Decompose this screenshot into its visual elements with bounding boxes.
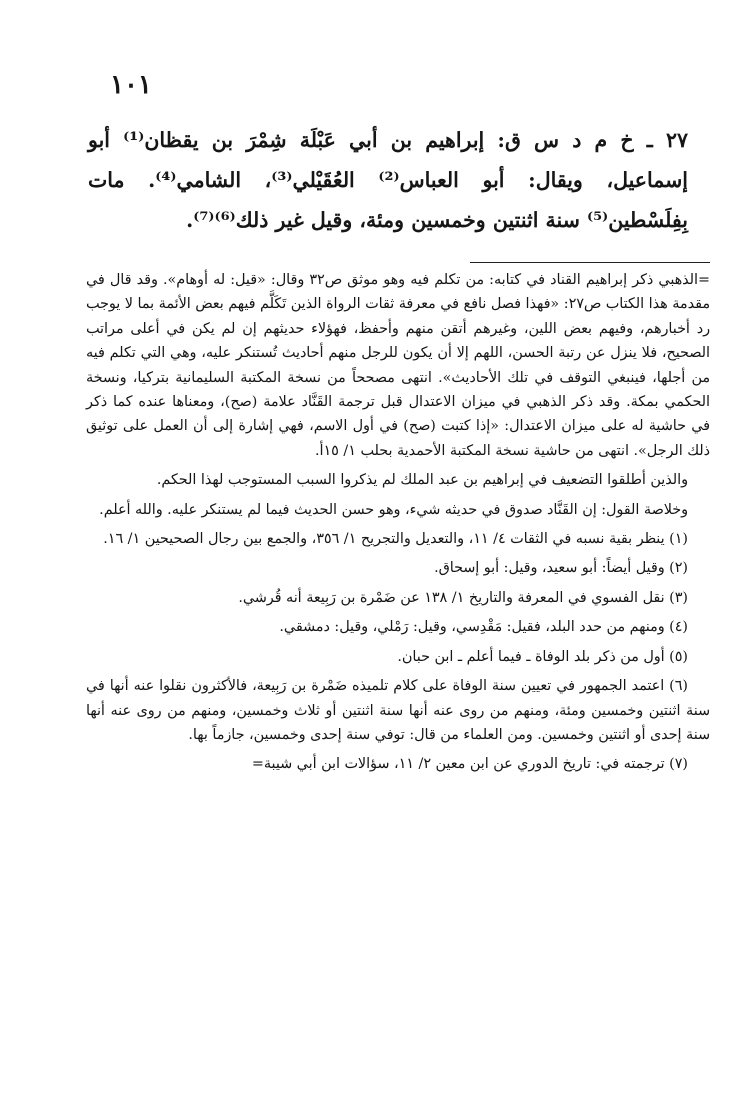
footnote-3: (٣) نقل الفسوي في المعرفة والتاريخ ١/ ١٣٨ عن ضَمْرة بن رَبِيعة أنه قُرشي. xyxy=(238,589,688,606)
footnote-conclusion: وخلاصة القول: إن القَنَّاد صدوق في حديثه شيء، وهو حسن الحديث فيما لم يستنكر عليه. والله أعلم. xyxy=(99,501,688,518)
footnote-1: (١) ينظر بقية نسبه في الثقات ٤/ ١١، والتعديل والتجريح ١/ ٣٥٦، والجمع بين رجال الصحيحين ١/ ١٦. xyxy=(103,531,688,548)
entry-text: ٢٧ ـ خ م د س ق: إبراهيم بن أبي عَبْلَة شِمْرَ بن يقظان⁽¹⁾ أبو إسماعيل، ويقال: أبو العباس⁽²⁾ العُقَيْلي⁽³⁾، الشامي⁽⁴⁾. مات بِفِلَسْطين⁽⁵⁾ سنة اثنتين وخمسين ومئة، وقيل غير ذلك⁽⁶⁾⁽⁷⁾. xyxy=(88,128,688,232)
biography-entry xyxy=(88,120,688,240)
footnote-2: (٢) وقيل أيضاً: أبو سعيد، وقيل: أبو إسحاق. xyxy=(434,560,688,577)
footnote-7: (٧) ترجمته في: تاريخ الدوري عن ابن معين ٢/ ١١، سؤالات ابن أبي شيبة= xyxy=(251,756,688,773)
footnote-divider xyxy=(470,262,710,263)
footnote-continuation: =الذهبي ذكر إبراهيم القناد في كتابه: من تكلم فيه وهو موثق ص٣٢ وقال: «قيل: له أوهام». وقد قال في مقدمة هذا الكتاب ص٢٧: «فهذا فصل نافع في معرفة ثقات الرواة الذين تَكَلَّم فيهم بعض الأئمة بما لا يوجب رد أخبارهم، وفيهم بعض اللين، وغيرهم أتقن منهم وأحفظ، فهؤلاء حديثهم إن لم يكن في أعلى مراتب الصحيح، فلا ينزل عن رتبة الحسن، اللهم إلا أن يكون للرجل منهم أحاديث تُستنكر عليه، وهي التي تكلم فيه من أجلها، فينبغي التوقف في تلك الأحاديث». انتهى مصححاً من نسخة المكتبة السليمانية بتركيا، ونسخة الحكمي بمكة. وقد ذكر الذهبي في ميزان الاعتدال قبل ترجمة القَنَّاد علامة (صح)، ومعناها عنده كما ذكر في حاشية له على ميزان الاعتدال: «إذا كتبت (صح) في أول الاسم، فهي إشارة إلى أن العمل على توثيق ذلك الرجل». انتهى من حاشية نسخة المكتبة الأحمدية بحلب ١/ ١٥أ. xyxy=(86,272,710,459)
footnote-6: (٦) اعتمد الجمهور في تعيين سنة الوفاة على كلام تلميذه ضَمْرة بن رَبِيعة، فالأكثرون نقلوا عنه أنها في سنة اثنتين وخمسين ومئة، ومنهم من روى عنه أنها سنة اثنتين أو ثلاث وخمسين، ومنهم من روى عنه أنها سنة إحدى أو اثنتين وخمسين. ومن العلماء من قال: توفي سنة إحدى وخمسين، جازماً بها. xyxy=(86,678,710,743)
footnotes-section xyxy=(86,268,710,782)
footnote-paragraph: والذين أطلقوا التضعيف في إبراهيم بن عبد الملك لم يذكروا السبب المستوجب لهذا الحكم. xyxy=(156,472,688,489)
footnote-5: (٥) أول من ذكر بلد الوفاة ـ فيما أعلم ـ ابن حبان. xyxy=(397,648,688,665)
footnote-4: (٤) ومنهم من حدد البلد، فقيل: مَقْدِسي، وقيل: رَمْلي، وقيل: دمشقي. xyxy=(279,619,688,636)
page-number: ١٠١ xyxy=(110,70,152,100)
